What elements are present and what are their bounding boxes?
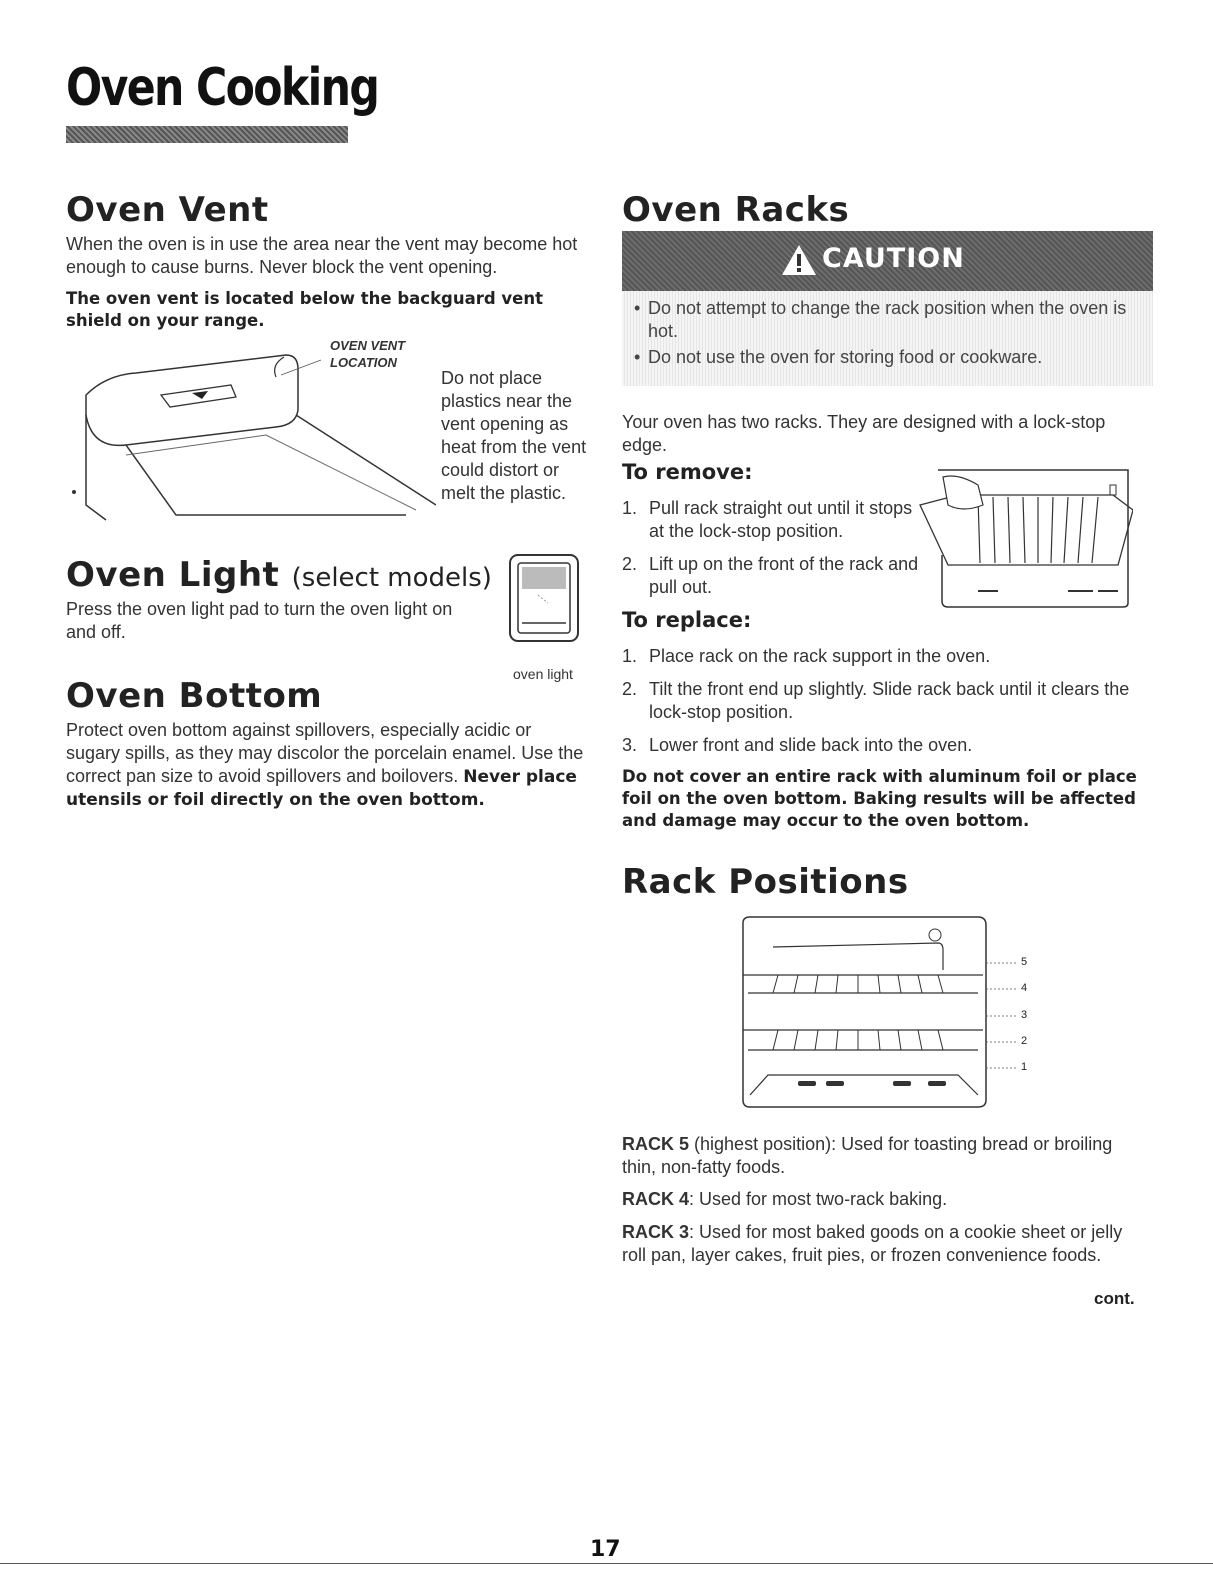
replace-steps [622,645,1142,757]
rack-3-label: RACK 3 [622,1222,690,1242]
rack-removal-figure [918,465,1133,610]
oven-bottom-text-bold: Never place utensils or foil directly on the oven bottom. [66,767,577,810]
oven-light-heading-main: Oven Light [66,555,280,595]
caution-list [634,297,1139,372]
rack-positions-heading: Rack Positions [622,862,909,902]
rack-label-4: 4 [1021,982,1028,994]
oven-light-heading-suffix: (select models) [291,563,492,593]
rack-5-description: RACK 5 (highest position): Used for toasting bread or broiling thin, non-fatty foods. [622,1134,1113,1177]
rack-label-5: 5 [1021,956,1028,968]
vent-figure-label-1: OVEN VENT [330,338,406,353]
oven-light-caption: oven light [513,666,573,682]
rack-label-2: 2 [1021,1035,1028,1047]
oven-vent-intro: When the oven is in use the area near the vent may become hot enough to cause burns. Never block the vent opening. [66,234,578,277]
caution-item: • Do not attempt to change the rack position when the oven is hot. [634,298,1127,341]
vent-side-note: Do not place plastics near the vent opening as heat from the vent could distort or melt the plastic. [441,368,587,503]
oven-bottom-text [66,719,586,811]
oven-bottom-heading: Oven Bottom [66,676,323,716]
remove-step: 2. Lift up on the front of the rack and pull out. [622,554,919,597]
foil-warning: Do not cover an entire rack with aluminum foil or place foil on the oven bottom. Baking results will be affected and damage may occur to the oven bottom. [622,767,1137,830]
vent-figure-label-2: LOCATION [330,355,397,370]
oven-light-heading [66,555,492,595]
oven-light-pad-icon [508,553,580,643]
caution-label: CAUTION [822,243,965,274]
warning-triangle-icon [780,243,818,277]
oven-vent-location-note: The oven vent is located below the backguard vent shield on your range. [66,289,544,330]
replace-step: 3. Lower front and slide back into the oven. [622,735,973,755]
page-title: Oven Cooking [66,58,379,118]
replace-step: 2. Tilt the front end up slightly. Slide rack back until it clears the lock-stop position. [622,679,1130,722]
oven-light-text: Press the oven light pad to turn the oven light on and off. [66,599,453,642]
to-remove-heading: To remove: [622,460,753,484]
remove-step: 1. Pull rack straight out until it stops at the lock-stop position. [622,498,913,541]
oven-racks-heading: Oven Racks [622,190,850,230]
page-number: 17 [590,1537,621,1562]
rack-5-label: RACK 5 [622,1134,690,1154]
caution-item: • Do not use the oven for storing food or cookware. [634,347,1043,367]
caution-bar [622,231,1153,291]
replace-step: 1. Place rack on the rack support in the oven. [622,646,991,666]
caution-box [622,231,1153,386]
oven-bottom-text-main: Protect oven bottom against spillovers, especially acidic or sugary spills, as they may discolor the porcelain enamel. Use the correct pan size to avoid spillovers and boilovers. [66,720,584,786]
continued-note: cont. [1094,1289,1135,1308]
title-underline [66,126,348,143]
to-replace-heading: To replace: [622,608,752,632]
rack-positions-figure [728,915,1048,1110]
rack-3-description: RACK 3: Used for most baked goods on a cookie sheet or jelly roll pan, layer cakes, fruit pies, or frozen convenience foods. [622,1222,1123,1265]
oven-vent-heading: Oven Vent [66,190,269,230]
rack-label-3: 3 [1021,1009,1028,1021]
remove-steps [622,497,922,599]
rack-label-1: 1 [1021,1061,1028,1073]
rack-4-label: RACK 4 [622,1189,690,1209]
bottom-rule [0,1563,1213,1564]
rack-4-description: RACK 4: Used for most two-rack baking. [622,1189,948,1209]
oven-racks-intro: Your oven has two racks. They are designed with a lock-stop edge. [622,412,1106,455]
